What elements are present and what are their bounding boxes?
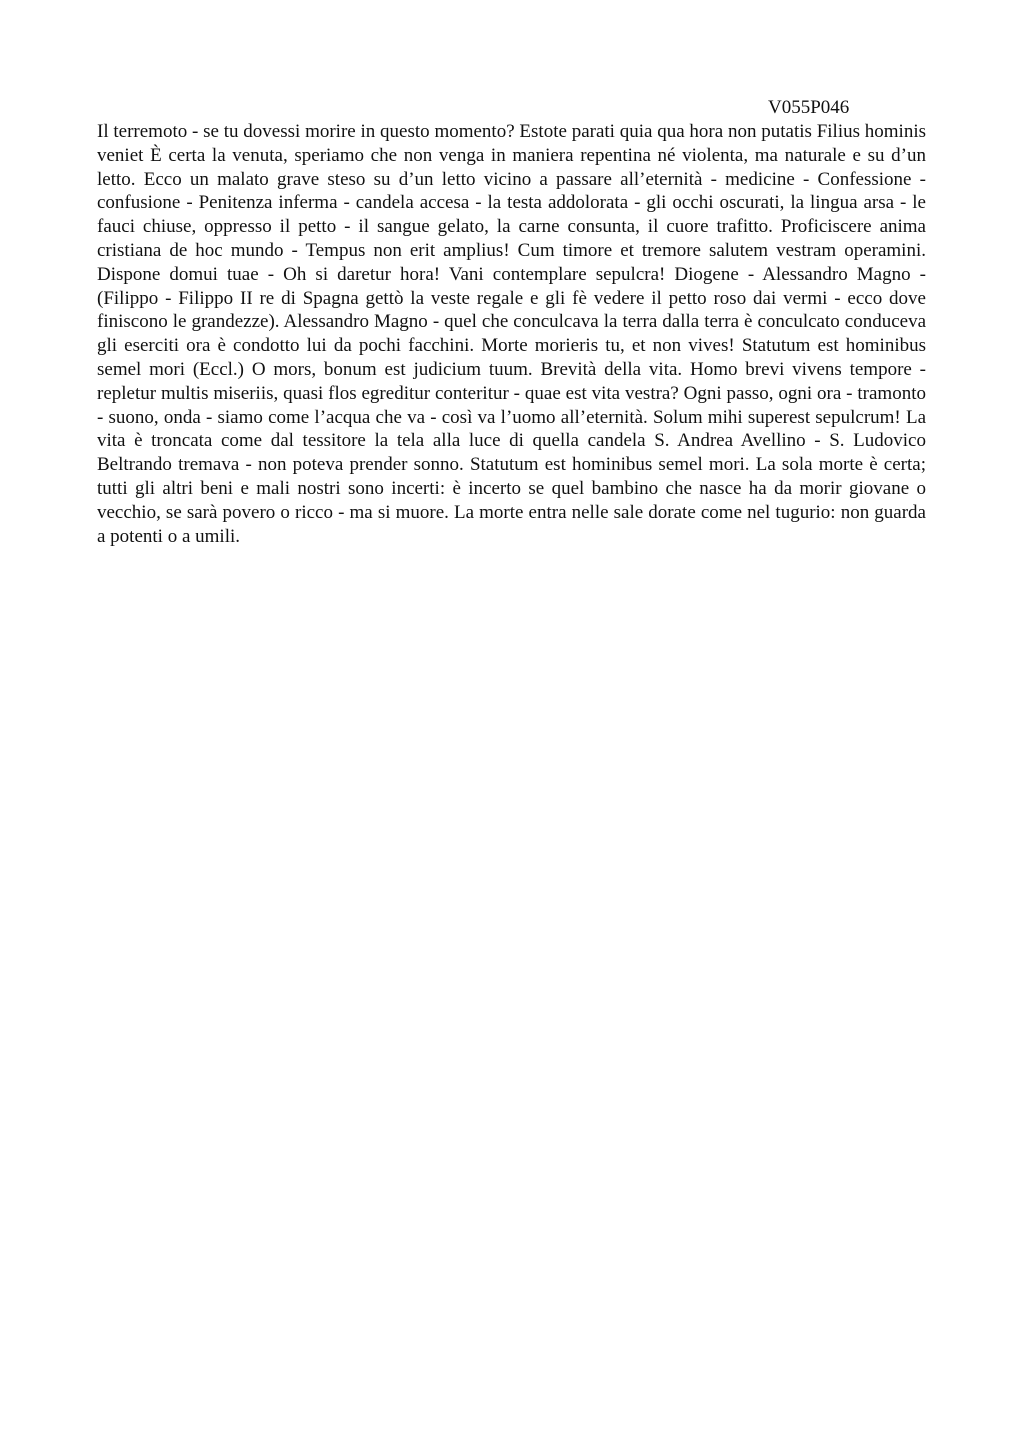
body-paragraph: Il terremoto - se tu dovessi morire in questo momento? Estote parati quia qua hora non putatis Filius hominis veniet È certa la venuta, speriamo che non venga in maniera repentina né violenta, ma naturale e su d’un letto. Ecco un malato grave steso su d’un letto vicino a passare all’eternità - medicine - Confessione - confusione - Penitenza inferma - candela accesa - la testa addolorata - gli occhi oscurati, la lingua arsa - le fauci chiuse, oppresso il petto - il sangue gelato, la carne consunta, il cuore trafitto. Proficiscere anima cristiana de hoc mundo - Tempus non erit amplius! Cum timore et tremore salutem vestram operamini. Dispone domui tuae - Oh si daretur hora! Vani contemplare sepulcra! Diogene - Alessandro Magno - (Filippo - Filippo II re di Spagna gettò la veste regale e gli fè vedere il petto roso dai vermi - ecco dove finiscono le grandezze). Alessandro Magno - quel che conculcava la terra dalla terra è conculcato conduceva gli eserciti ora è condotto lui da pochi facchini. Morte morieris tu, et non vives! Statutum est hominibus semel mori (Eccl.) O mors, bonum est judicium tuum. Brevità della vita. Homo brevi vivens tempore - repletur multis miseriis, quasi flos egreditur conteritur - quae est vita vestra? Ogni passo, ogni ora - tramonto - suono, onda - siamo come l’acqua che va - così va l’uomo all’eternità. Solum mihi superest sepulcrum! La vita è troncata come dal tessitore la tela alla luce di quella candela S. Andrea Avellino - S. Ludovico Beltrando tremava - non poteva prender sonno. Statutum est hominibus semel mori. La sola morte è certa; tutti gli altri beni e mali nostri sono incerti: è incerto se quel bambino che nasce ha da morir giovane o vecchio, se sarà povero o ricco - ma si muore. La morte entra nelle sale dorate come nel tugurio: non guarda a potenti o a umili. <box>97 121 926 547</box>
page-identifier: V055P046 <box>768 97 850 118</box>
